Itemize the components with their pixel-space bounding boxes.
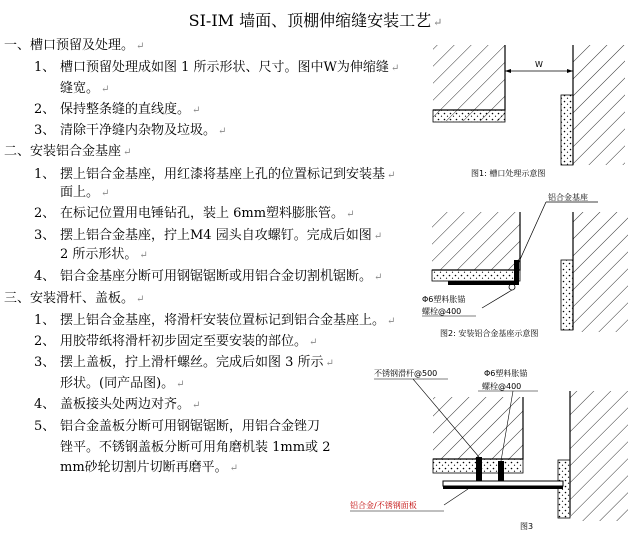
figure-1-slot-diagram — [425, 40, 625, 180]
list-item: 4、 盖板接头处两边对齐。 ↵ — [34, 397, 201, 412]
document-title — [0, 8, 631, 31]
list-item: 2、 保持整条缝的直线度。 ↵ — [34, 102, 201, 117]
list-item: 1、 摆上铝合金基座，将滑杆安装位置标记到铝合金基座上。 ↵ — [34, 313, 396, 328]
w-label: W — [535, 60, 543, 69]
section-heading-3: 三、安装滑杆、盖板。 ↵ — [4, 291, 145, 306]
list-item-cont: 面上。 ↵ — [60, 185, 110, 200]
figure-3-caption: 图3 — [520, 522, 534, 531]
list-item-cont: 2 所示形状。 ↵ — [60, 247, 148, 262]
list-item-cont: 形状。(同产品图)。 ↵ — [60, 376, 185, 391]
list-item: 4、 铝合金基座分断可用钢锯锯断或用铝合金切割机锯断。 ↵ — [34, 269, 383, 284]
list-item: 1、 摆上铝合金基座，用红漆将基座上孔的位置标记到安装基 ↵ — [34, 167, 396, 182]
list-item: 2、 用胶带纸将滑杆初步固定至要安装的部位。 ↵ — [34, 334, 318, 349]
title-text: SI-IM 墙面、顶棚伸缩缝安装工艺 — [188, 11, 432, 30]
label-anchor-spacing: 螺栓@400 — [482, 382, 522, 391]
list-item: 2、 在标记位置用电锤钻孔，装上 6mm塑料膨胀管。 ↵ — [34, 206, 355, 221]
label-cover-panel: 铝合金/不锈钢面板 — [350, 501, 417, 510]
list-item-cont: 锉平。不锈钢盖板分断可用角磨机装 1mm或 2 — [60, 440, 331, 455]
label-anchor-spacing: 螺栓@400 — [422, 307, 462, 316]
figure-3-cover-diagram — [348, 365, 628, 535]
figure-1-caption: 图1: 槽口处理示意图 — [471, 169, 546, 178]
label-stainless-rod: 不锈钢滑杆@500 — [374, 369, 438, 378]
list-item: 3、 摆上铝合金基座，拧上M4 园头自攻螺钉。完成后如图 ↵ — [34, 228, 383, 243]
list-item-cont: 缝宽。 ↵ — [60, 81, 110, 96]
label-aluminum-base: 铝合金基座 — [548, 193, 588, 202]
list-item-cont: mm砂轮切割片切断再磨平。 ↵ — [60, 460, 239, 475]
list-item: 3、 清除干净缝内杂物及垃圾。 ↵ — [34, 123, 227, 138]
return-mark: ↵ — [433, 16, 443, 29]
figure-2-caption: 图2: 安装铝合金基座示意图 — [440, 329, 539, 338]
label-anchor-tube: Φ6塑料胀锚 — [484, 369, 528, 378]
section-heading-1: 一、槽口预留及处理。 ↵ — [4, 38, 145, 53]
list-item: 1、 槽口预留处理成如图 1 所示形状、尺寸。图中W为伸缩缝 ↵ — [34, 60, 400, 75]
section-heading-2: 二、安装铝合金基座 ↵ — [4, 144, 132, 159]
figure-2-base-diagram — [418, 190, 628, 350]
list-item: 3、 摆上盖板，拧上滑杆螺丝。完成后如图 3 所示 ↵ — [34, 355, 334, 370]
list-item: 5、 铝合金盖板分断可用钢锯锯断，用铝合金锉刀 — [34, 419, 321, 434]
label-anchor-tube: Φ6塑料胀锚 — [422, 295, 466, 304]
